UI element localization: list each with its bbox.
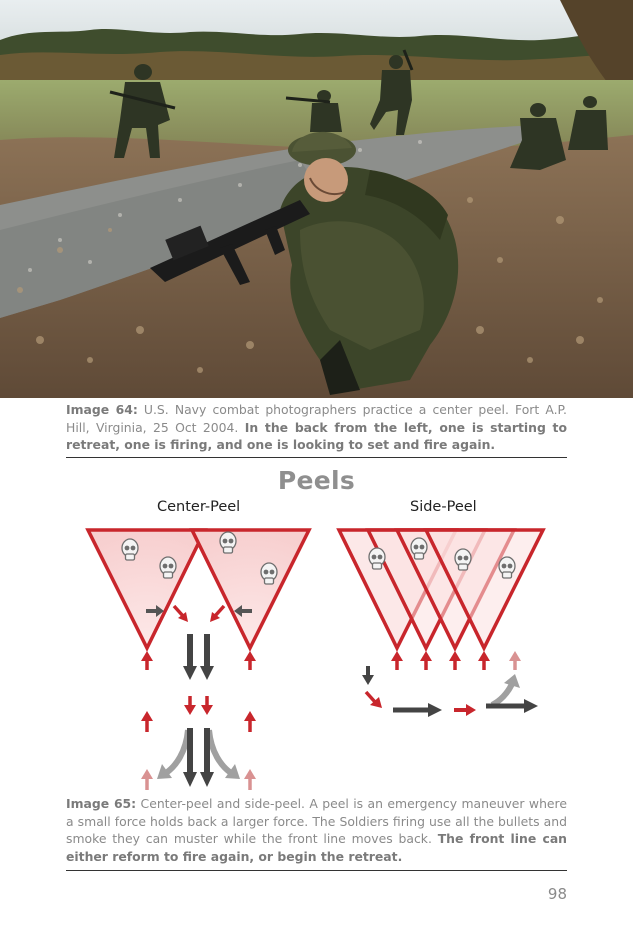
- dark-down-arrow-icon: [183, 634, 197, 680]
- image-64-caption: [66, 401, 567, 454]
- red-up-arrow-icon: [478, 651, 490, 670]
- caption-emphasis: The front line can either reform to fire again, or begin the retreat.: [66, 831, 568, 864]
- side-peel-label: Side-Peel: [410, 499, 477, 515]
- divider: [66, 870, 567, 871]
- side-peel-diagram: [339, 530, 543, 717]
- center-peel-label: Center-Peel: [157, 499, 241, 515]
- red-up-arrow-icon: [391, 651, 403, 670]
- gray-curved-arrow-icon: [209, 730, 240, 779]
- red-up-arrow-icon: [244, 651, 256, 670]
- page-number: 98: [547, 885, 567, 903]
- red-up-arrow-icon: [141, 651, 153, 670]
- red-small-arrow-icon: [174, 606, 188, 622]
- caption-label: Image 64:: [66, 402, 138, 417]
- caption-text: Center-peel and side-peel. A peel is an emergency maneuver where a small force holds back a larger force. The Soldiers firing use all the bullets and smoke they can muster while the front line moves back.: [66, 796, 567, 846]
- caption-label: Image 65:: [66, 796, 137, 811]
- red-up-arrow-icon: [420, 651, 432, 670]
- light-red-up-arrow-icon: [141, 769, 153, 790]
- caption-text: U.S. Navy combat photographers practice a center peel. Fort A.P. Hill, Virginia, 25 Oct 2004.: [66, 402, 567, 435]
- red-up-arrow-icon: [449, 651, 461, 670]
- soldiers-photo: [0, 0, 633, 398]
- dark-right-arrow-icon: [393, 703, 442, 717]
- gray-curved-arrow-icon: [492, 674, 520, 705]
- image-65-caption: [66, 795, 567, 865]
- red-small-arrow-icon: [366, 692, 382, 708]
- center-peel-diagram: [88, 530, 309, 790]
- peels-diagram: [0, 520, 633, 799]
- light-red-up-arrow-icon: [244, 769, 256, 790]
- divider: [66, 457, 567, 458]
- light-red-up-arrow-icon: [509, 651, 521, 670]
- red-small-arrow-icon: [210, 606, 224, 622]
- red-up-arrow-icon: [141, 711, 153, 732]
- caption-emphasis: In the back from the left, one is starting to retreat, one is firing, and one is looking to set and fire again.: [66, 419, 567, 452]
- red-up-arrow-icon: [244, 711, 256, 732]
- red-down-arrow-icon: [201, 696, 213, 715]
- red-right-arrow-icon: [454, 704, 476, 716]
- dark-down-arrow-icon: [362, 666, 374, 685]
- dark-down-arrow-icon: [200, 634, 214, 680]
- gray-curved-arrow-icon: [157, 730, 188, 779]
- red-down-arrow-icon: [184, 696, 196, 715]
- diagram-title: Peels: [277, 466, 356, 495]
